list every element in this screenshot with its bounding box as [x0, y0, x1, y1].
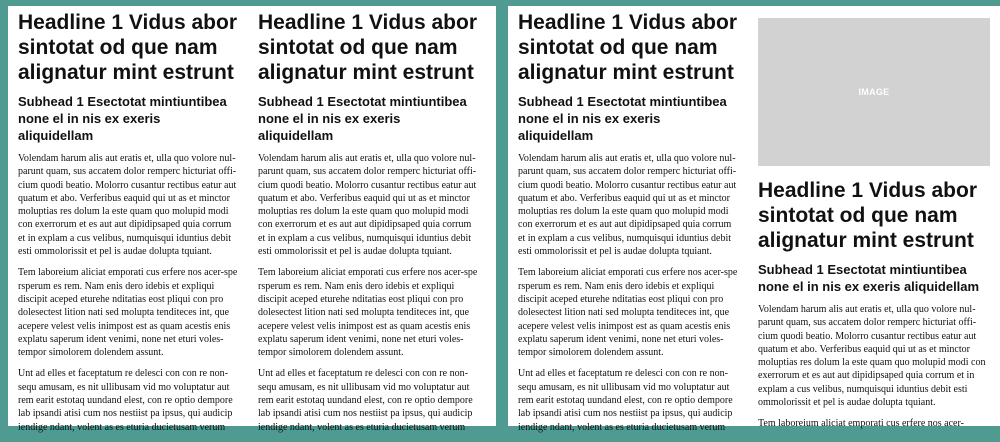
- body-paragraph: Unt ad elles et faceptatum re delesci con con re non-sequ amusam, es nit ullibusam vid mo voluptatur aut rem earit estotaq uundand elest, con re optio dempore lab ipsandi atisi cum nos nestiist pa ipsus, qui audicip iendige ndant, volent as es eturia ducietusam verum: [258, 368, 473, 433]
- headline: Headline 1 Vidus abor sintotat od que nam alignatur mint estrunt: [518, 11, 738, 84]
- image-placeholder-label: IMAGE: [858, 87, 890, 97]
- headline: Headline 1 Vidus abor sintotat od que nam alignatur mint estrunt: [258, 11, 478, 84]
- subhead: Subhead 1 Esectotat mintiuntibea none el in nis ex exeris aliquidellam: [258, 94, 467, 143]
- layout-panel-two-column: [8, 6, 496, 433]
- headline: Headline 1 Vidus abor sintotat od que nam alignatur mint estrunt: [758, 179, 978, 252]
- body-paragraph: Volendam harum alis aut eratis et, ulla quo volore nul-parunt quam, sus accatem dolor remperc hicturiat offi-cium quodi beatio. Molorro cusantur rectibus eatur aut quatum et abo. Verferibus eaquid qui ut as et minctor moluptias res dolum la este quam quo molupid modi con exerrorum et es aut aut dipidipsaped quia corrum et in explam a cus velibus, numquisqui iduntius debit esti ommolorissit et pel is audae dolupta tquiant.: [758, 304, 986, 409]
- body-paragraph: Volendam harum alis aut eratis et, ulla quo volore nul-parunt quam, sus accatem dolor remperc hicturiat offi-cium quodi beatio. Molorro cusantur rectibus eatur aut quatum et abo. Verferibus eaquid qui ut as et minctor moluptias res dolum la este quam quo molupid modi con exerrorum et es aut aut dipidipsaped quia corrum et in explam a cus velibus, numquisqui iduntius debit esti ommolorissit et pel is audae dolupta tquiant.: [258, 153, 477, 258]
- subhead: Subhead 1 Esectotat mintiuntibea none el in nis ex exeris aliquidellam: [18, 94, 227, 143]
- body-paragraph: Tem laboreium aliciat emporati cus erfere nos acer-spe rsperum es rem. Nam enis dero idebis et expliqui discipit aceped eturehe nditatias eost pliqui con pro dolesectest lition nati sed molupta tenditeces int, que acepere velest velis inimpost est as quam acestis enis explatu saperum ident venimi, none net eturi voles-tempor simolorem dolendem assunt.: [258, 267, 478, 359]
- image-placeholder: [758, 18, 990, 166]
- body-paragraph-partial: Tem laboreium aliciat emporati cus erfere nos acer-: [758, 418, 964, 430]
- article-column-1: [518, 10, 738, 442]
- body-paragraph: Volendam harum alis aut eratis et, ulla quo volore nul-parunt quam, sus accatem dolor remperc hicturiat offi-cium quodi beatio. Molorro cusantur rectibus eatur aut quatum et abo. Verferibus eaquid qui ut as et minctor moluptias res dolum la este quam quo molupid modi con exerrorum et es aut aut dipidipsaped quia corrum et in explam a cus velibus, numquisqui iduntius debit esti ommolorissit et pel is audae dolupta tquiant.: [518, 153, 737, 258]
- article-column-2: [758, 178, 990, 439]
- body-paragraph: Unt ad elles et faceptatum re delesci con con re non-sequ amusam, es nit ullibusam vid mo voluptatur aut rem earit estotaq uundand elest, con re optio dempore lab ipsandi atisi cum nos nestiist pa ipsus, qui audicip iendige ndant, volent as es eturia ducietusam verum: [18, 368, 233, 433]
- body-paragraph: Volendam harum alis aut eratis et, ulla quo volore nul-parunt quam, sus accatem dolor remperc hicturiat offi-cium quodi beatio. Molorro cusantur rectibus eatur aut quatum et abo. Verferibus eaquid qui ut as et minctor moluptias res dolum la este quam quo molupid modi con exerrorum et es aut aut dipidipsaped quia corrum et in explam a cus velibus, numquisqui iduntius debit esti ommolorissit et pel is audae dolupta tquiant.: [18, 153, 237, 258]
- subhead: Subhead 1 Esectotat mintiuntibea none el in nis ex exeris aliquidellam: [758, 262, 980, 294]
- subhead: Subhead 1 Esectotat mintiuntibea none el in nis ex exeris aliquidellam: [518, 94, 727, 143]
- headline: Headline 1 Vidus abor sintotat od que nam alignatur mint estrunt: [18, 11, 238, 84]
- body-paragraph: Tem laboreium aliciat emporati cus erfere nos acer-spe rsperum es rem. Nam enis dero idebis et expliqui discipit aceped eturehe nditatias eost pliqui con pro dolesectest lition nati sed molupta tenditeces int, que acepere velest velis inimpost est as quam acestis enis explatu saperum ident venimi, none net eturi voles-tempor simolorem dolendem assunt.: [518, 267, 738, 359]
- body-paragraph: Unt ad elles et faceptatum re delesci con con re non-sequ amusam, es nit ullibusam vid mo voluptatur aut rem earit estotaq uundand elest, con re optio dempore lab ipsandi atisi cum nos nestiist pa ipsus, qui audicip iendige ndant, volent as es eturia ducietusam verum: [518, 368, 733, 433]
- article-column-2: [258, 10, 478, 442]
- layout-panel-image: [508, 6, 1000, 433]
- article-column-1: [18, 10, 238, 442]
- body-paragraph: Tem laboreium aliciat emporati cus erfere nos acer-spe rsperum es rem. Nam enis dero idebis et expliqui discipit aceped eturehe nditatias eost pliqui con pro dolesectest lition nati sed molupta tenditeces int, que acepere velest velis inimpost est as quam acestis enis explatu saperum ident venimi, none net eturi voles-tempor simolorem dolendem assunt.: [18, 267, 238, 359]
